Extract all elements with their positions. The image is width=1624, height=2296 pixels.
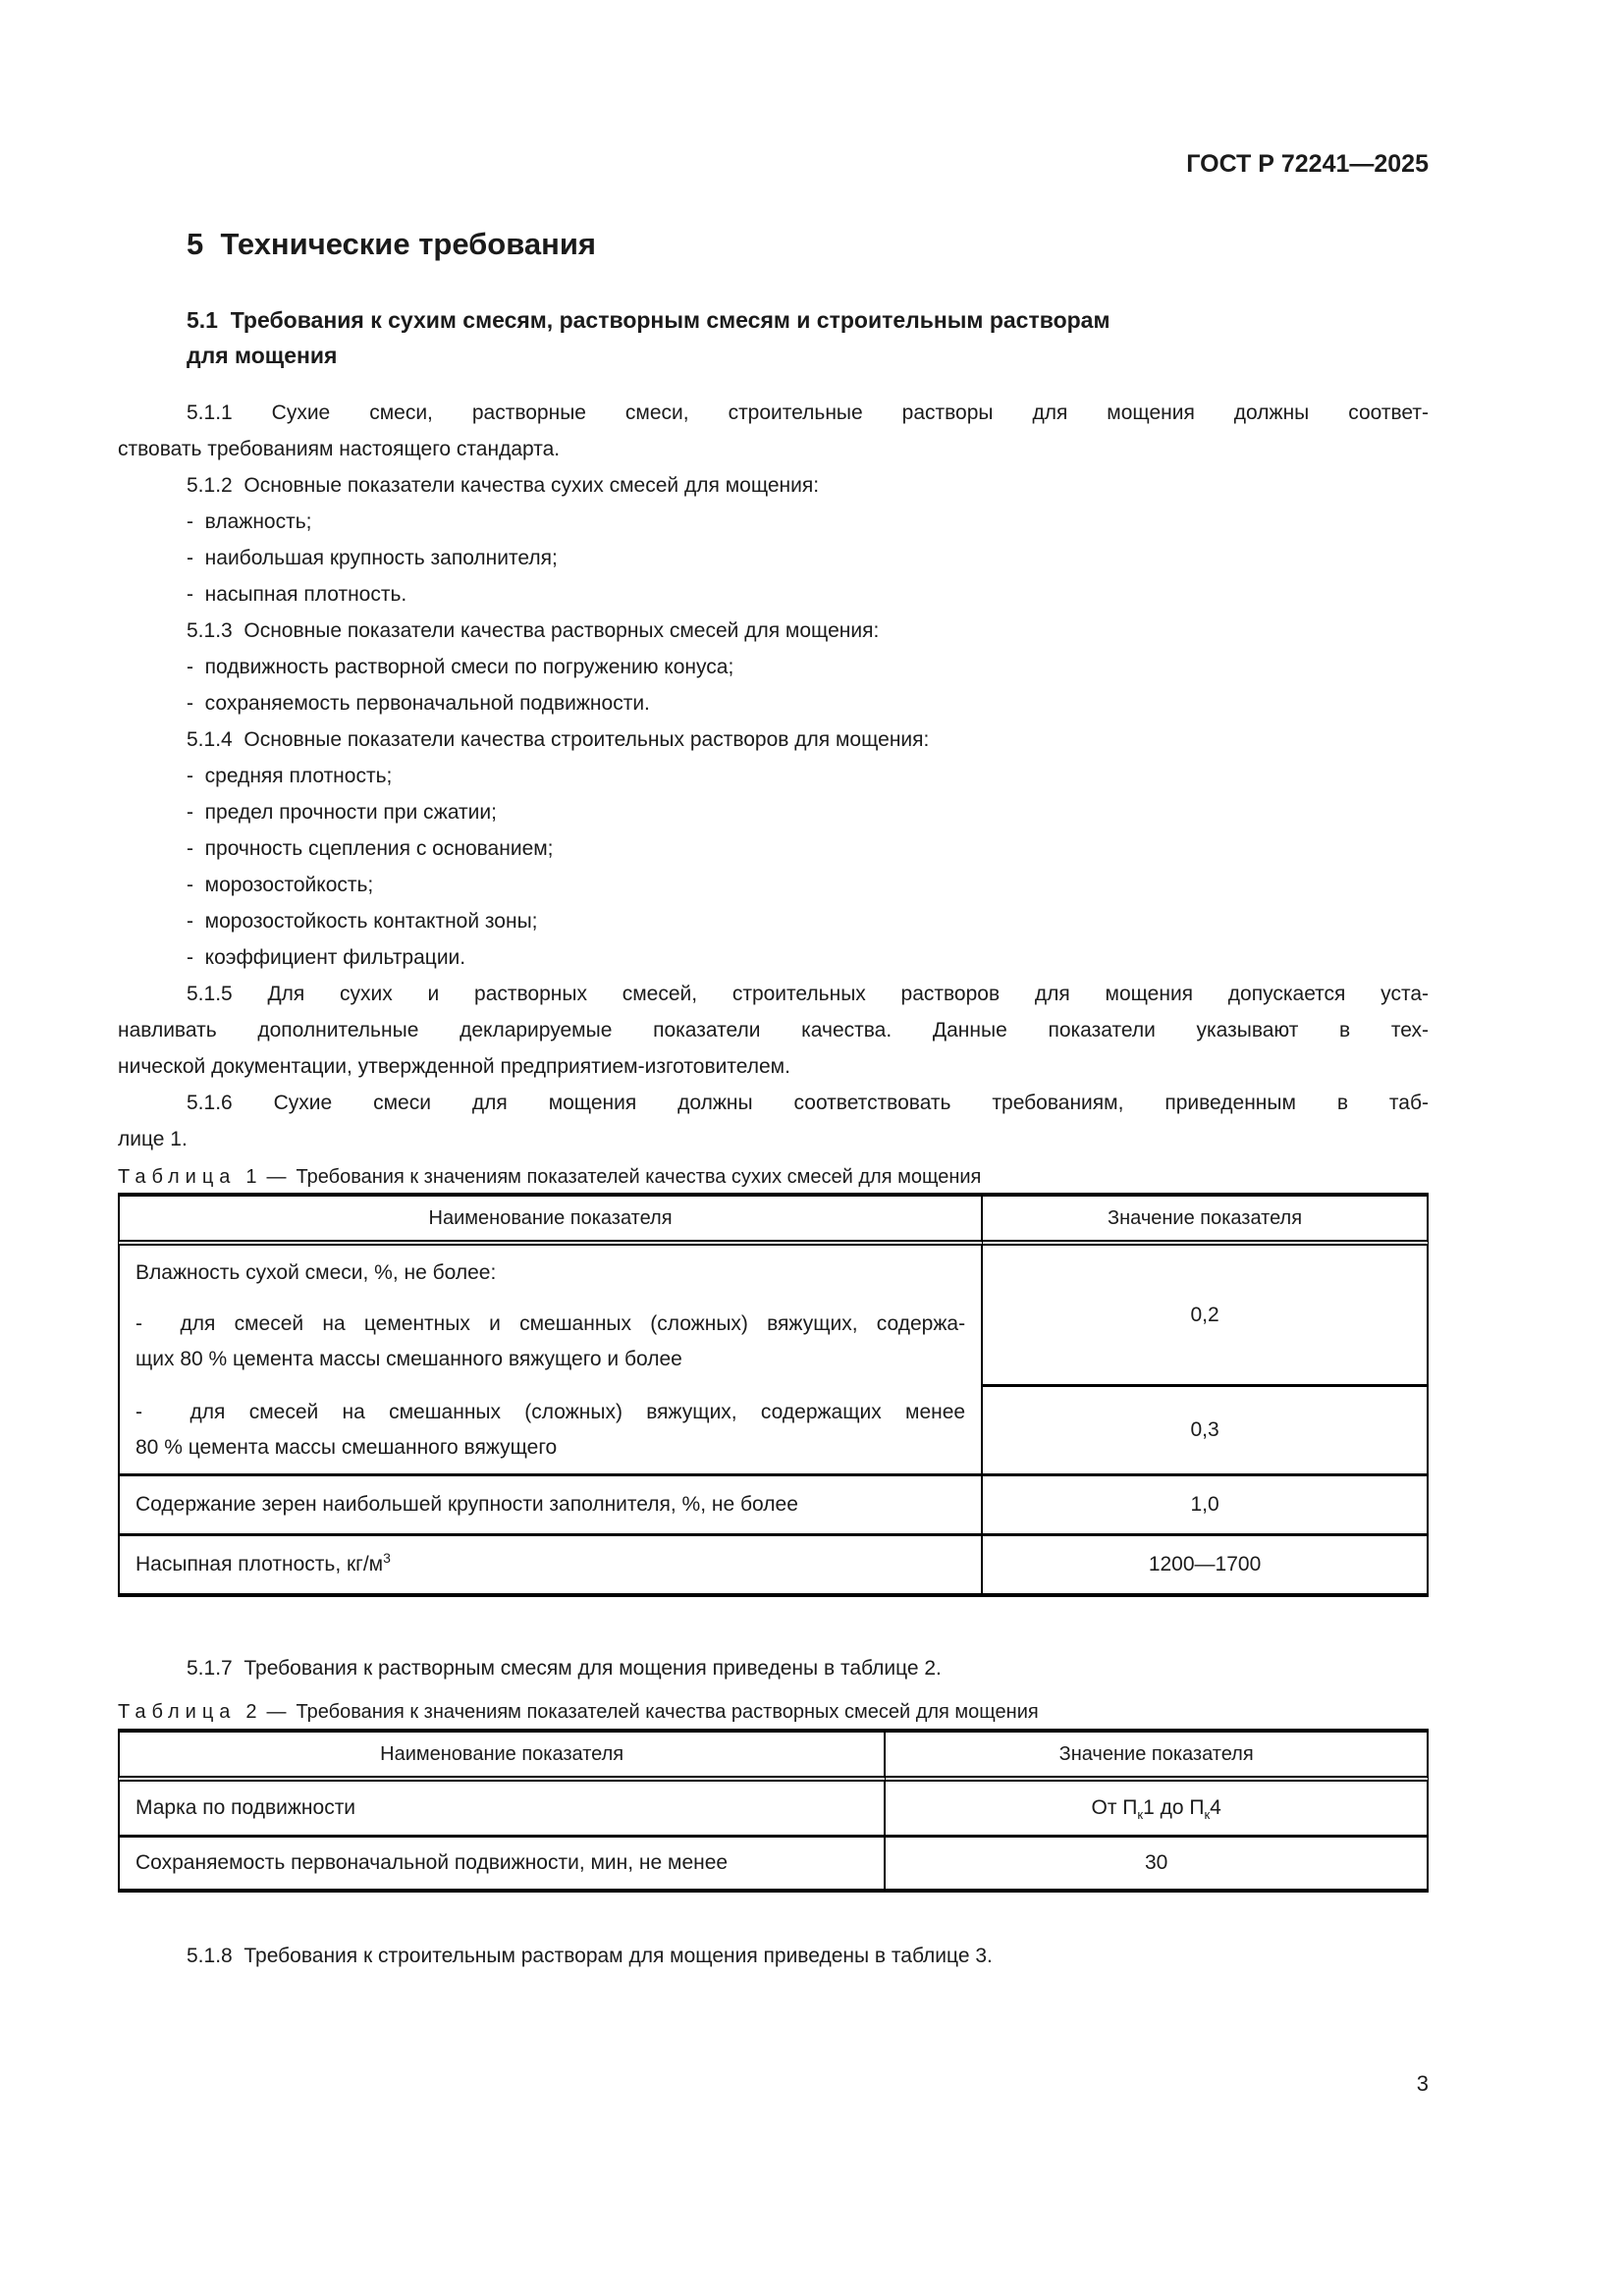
table1-caption-label: Таблица [118, 1166, 237, 1188]
doc-code-header: ГОСТ Р 72241—2025 [1186, 150, 1429, 178]
subsection-heading-line2: для мощения [187, 343, 338, 368]
table1-rowD-name-text: Насыпная плотность, кг/м [135, 1553, 384, 1575]
list-item: - подвижность растворной смеси по погружению конуса; [187, 656, 734, 678]
table1-rowD-name-sup: 3 [383, 1550, 391, 1566]
table2-header-value: Значение показателя [886, 1729, 1429, 1782]
spacer [135, 1291, 965, 1307]
table1-header-row [118, 1193, 1429, 1246]
table2-row2-name: Сохраняемость первоначальной подвижности, мин, не менее [118, 1838, 886, 1893]
table1-rowB-value: 0,3 [983, 1387, 1429, 1476]
table2-row1-name: Марка по подвижности [118, 1782, 886, 1838]
paragraph-5-1-1-line1: 5.1.1 Сухие смеси, растворные смеси, строительные растворы для мощения должны соответ- [187, 401, 1429, 424]
table1-caption-number: 1 [245, 1166, 257, 1188]
table1-caption-dash: — [266, 1166, 287, 1188]
value-part: 4 [1210, 1796, 1221, 1819]
table2-row2-value: 30 [886, 1838, 1429, 1893]
paragraph-5-1-1-line2: ствовать требованиям настоящего стандарта. [118, 438, 561, 460]
table2-caption-dash: — [266, 1701, 287, 1723]
paragraph-5-1-5 [118, 976, 1429, 1085]
paragraph-5-1-5-line1: 5.1.5 Для сухих и растворных смесей, строительных растворов для мощения допускается уста- [187, 983, 1429, 1005]
page-number: 3 [1416, 2071, 1429, 2096]
table1-rowA-value: 0,2 [983, 1246, 1429, 1387]
table1-rowC-value: 1,0 [983, 1476, 1429, 1536]
body-text [118, 395, 1429, 1974]
table-row [118, 1536, 1429, 1597]
table1-rowA-line1: Влажность сухой смеси, %, не более: [135, 1261, 497, 1284]
list-item: - морозостойкость; [187, 874, 374, 896]
table1-caption [118, 1163, 1429, 1191]
table1-rowD-name [118, 1536, 983, 1597]
table2-caption-text: Требования к значениям показателей качества растворных смесей для мощения [296, 1701, 1039, 1723]
paragraph-5-1-7: 5.1.7 Требования к растворным смесям для мощения приведены в таблице 2. [187, 1657, 942, 1680]
table1-rowA-sub-line1: - для смесей на цементных и смешанных (сложных) вяжущих, содержа- [135, 1312, 966, 1335]
section-heading: 5 Технические требования [187, 227, 597, 261]
list-item: - влажность; [187, 510, 312, 533]
list-item: - сохраняемость первоначальной подвижности. [187, 692, 650, 715]
value-part: От П [1091, 1796, 1138, 1819]
table1-rowA-name [118, 1246, 983, 1387]
table2-caption [118, 1698, 1429, 1726]
table1-caption-text: Требования к значениям показателей качества сухих смесей для мощения [296, 1166, 982, 1188]
table2-header-row [118, 1729, 1429, 1782]
table1 [118, 1193, 1429, 1597]
list-item: - коэффициент фильтрации. [187, 946, 466, 969]
table2 [118, 1729, 1429, 1893]
table-row [118, 1246, 1429, 1387]
paragraph-5-1-6-line2: лице 1. [118, 1128, 188, 1150]
paragraph-5-1-8: 5.1.8 Требования к строительным растворам для мощения приведены в таблице 3. [187, 1945, 993, 1967]
table-row [118, 1782, 1429, 1838]
value-part: 1 до П [1143, 1796, 1205, 1819]
table2-caption-number: 2 [245, 1701, 257, 1723]
table1-rowA-sub-line2: щих 80 % цемента массы смешанного вяжущего и более [135, 1348, 682, 1370]
list-item: - предел прочности при сжатии; [187, 801, 497, 824]
paragraph-5-1-3: 5.1.3 Основные показатели качества растворных смесей для мощения: [187, 619, 880, 642]
table1-rowB-line1: - для смесей на смешанных (сложных) вяжущих, содержащих менее [135, 1401, 966, 1423]
paragraph-5-1-2: 5.1.2 Основные показатели качества сухих смесей для мощения: [187, 474, 820, 497]
table2-header-name: Наименование показателя [118, 1729, 886, 1782]
table1-header-value: Значение показателя [983, 1193, 1429, 1246]
paragraph-5-1-5-line2: навливать дополнительные декларируемые показатели качества. Данные показатели указывают в тех- [118, 1019, 1429, 1041]
table-row [118, 1476, 1429, 1536]
table2-row1-value [886, 1782, 1429, 1838]
paragraph-5-1-6-line1: 5.1.6 Сухие смеси для мощения должны соответствовать требованиям, приведенным в таб- [187, 1092, 1429, 1114]
paragraph-5-1-6 [118, 1085, 1429, 1157]
table1-rowB-name [118, 1387, 983, 1476]
subsection-heading-line1: 5.1 Требования к сухим смесям, растворным смесям и строительным растворам [187, 307, 1110, 333]
list-item: - насыпная плотность. [187, 583, 407, 606]
subscript-k: к [1204, 1807, 1211, 1823]
table1-header-name: Наименование показателя [118, 1193, 983, 1246]
list-item: - средняя плотность; [187, 765, 393, 787]
table2-caption-label: Таблица [118, 1701, 237, 1723]
table1-rowD-value: 1200—1700 [983, 1536, 1429, 1597]
paragraph-5-1-1 [118, 395, 1429, 467]
table-row [118, 1838, 1429, 1893]
paragraph-5-1-4: 5.1.4 Основные показатели качества строительных растворов для мощения: [187, 728, 930, 751]
page-content [118, 0, 1429, 1974]
list-item: - прочность сцепления с основанием; [187, 837, 554, 860]
table1-rowB-line2: 80 % цемента массы смешанного вяжущего [135, 1436, 558, 1459]
paragraph-5-1-5-line3: нической документации, утвержденной предприятием-изготовителем. [118, 1055, 790, 1078]
table1-rowC-name: Содержание зерен наибольшей крупности заполнителя, %, не более [118, 1476, 983, 1536]
subsection-heading [187, 302, 1429, 373]
table-row [118, 1387, 1429, 1476]
list-item: - морозостойкость контактной зоны; [187, 910, 538, 933]
subscript-k: к [1137, 1807, 1144, 1823]
list-item: - наибольшая крупность заполнителя; [187, 547, 558, 569]
